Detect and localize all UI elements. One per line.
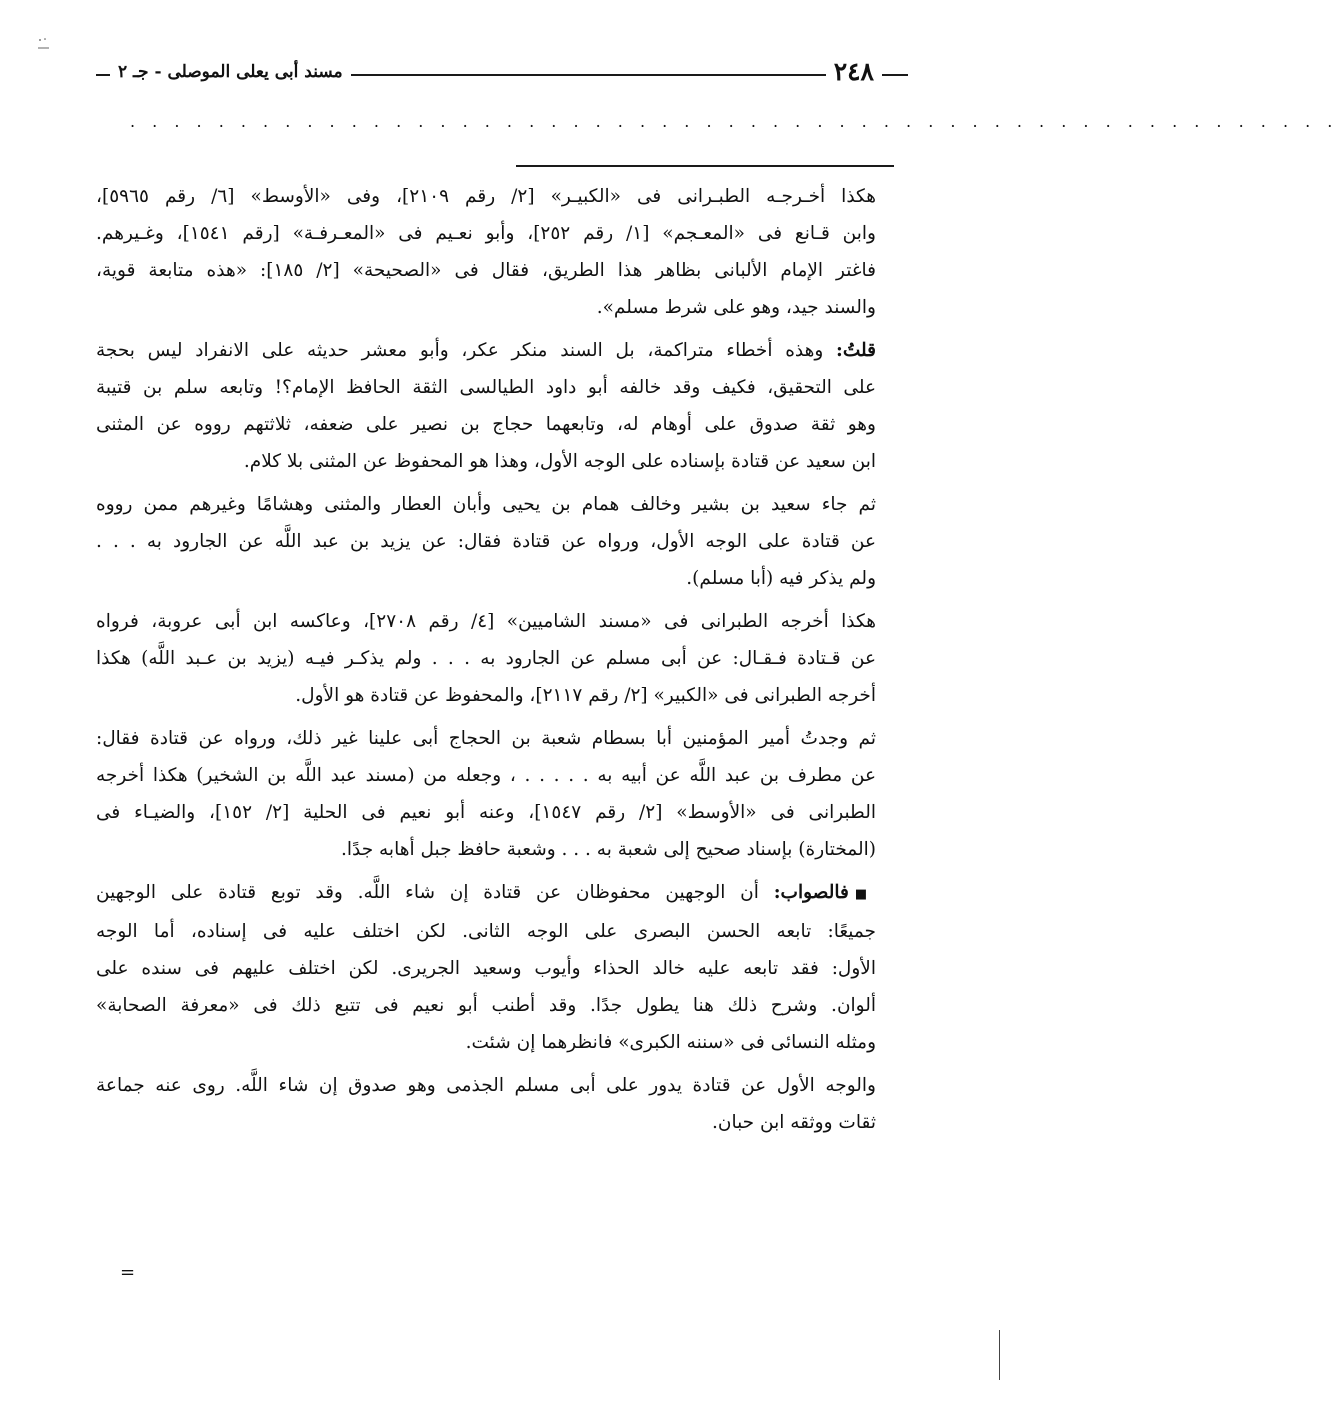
text-line: والسند جيد، وهو على شرط مسلم». [596, 297, 876, 318]
text-line: (المختارة) بإسناد صحيح إلى شعبة به . . . وشعبة حافظ جبل أهابه جدًا. [340, 839, 876, 860]
footnote-paragraph-3 [96, 486, 876, 597]
text-line: وهو ثقة صدوق على أوهام له، وتابعهما حجاج بن نصير على ضعفه، ثلاثتهم رووه عن المثنى [96, 414, 876, 435]
text-line [96, 874, 876, 913]
text-line: ابن سعيد عن قتادة بإسناده على الوجه الأول، وهذا هو المحفوظ عن المثنى بلا كلام. [243, 451, 876, 472]
footnote-paragraph-2 [96, 332, 876, 480]
footnote-paragraph-6 [96, 874, 876, 1061]
footnote-paragraph-4 [96, 603, 876, 714]
text-line: عن قتادة على الوجه الأول، ورواه عن قتادة فقال: عن يزيد بن عبد اللَّه عن الجارود به . . . [96, 531, 876, 552]
running-header [96, 52, 908, 92]
text-line: ألوان. وشرح ذلك هنا يطول جدًا. وقد أطنب أبو نعيم فى تتبع ذلك فى «معرفة الصحابة» [96, 995, 876, 1016]
text-line-content: أن الوجهين محفوظان عن قتادة إن شاء اللَّه. وقد توبع قتادة على الوجهين [96, 882, 759, 903]
footnote-paragraph-7 [96, 1067, 876, 1141]
footnote-paragraph-1 [96, 178, 876, 326]
text-line: جميعًا: تابعه الحسن البصرى على الوجه الثانى. لكن اختلف عليه فى إسناده، أما الوجه [96, 921, 876, 942]
text-line: ومثله النسائى فى «سننه الكبرى» فانظرهما إن شئت. [465, 1032, 876, 1053]
paragraph-lead: قلتُ: [836, 340, 877, 361]
text-line: هكذا أخـرجـه الطبـرانى فى «الكبيـر» [٢/ رقم ٢١٠٩]، وفى «الأوسط» [٦/ رقم ٥٩٦٥]، [96, 186, 877, 207]
text-line: هكذا أخرجه الطبرانى فى «مسند الشاميين» [٤/ رقم ٢٧٠٨]، وعاكسه ابن أبى عروبة، فرواه [96, 611, 876, 632]
text-line: عن قـتادة فـقـال: عن أبى مسلم عن الجارود به . . . ولم يذكـر فيـه (يزيد بن عـبد اللَّه) هكذا [96, 648, 876, 669]
text-line: الطبرانى فى «الأوسط» [٢/ رقم ١٥٤٧]، وعنه أبو نعيم فى الحلية [٢/ ١٥٢]، والضيـاء فى [96, 802, 876, 823]
footnote-rule [516, 165, 894, 167]
text-line: وابن قـانع فى «المعـجم» [١/ رقم ٢٥٢]، وأبو نعـيم فى «المعـرفـة» [رقم ١٥٤١]، وغـيرهم. [96, 223, 876, 244]
running-title: مسند أبى يعلى الموصلى - جـ ٢ [110, 56, 351, 88]
footnote-paragraph-5 [96, 720, 876, 868]
scan-edge-line [999, 1330, 1000, 1380]
square-bullet-icon: ■ [854, 887, 876, 902]
continuation-mark: = [120, 1262, 136, 1283]
text-line [96, 332, 876, 369]
text-line: ثم جاء سعيد بن بشير وخالف همام بن يحيى وأبان العطار والمثنى وهشامًا وغيرهم ممن رووه [96, 494, 876, 515]
page-number: ٢٤٨ [826, 52, 882, 92]
text-line: ثقات ووثقه ابن حبان. [712, 1112, 876, 1133]
scan-speck-mark [36, 36, 52, 50]
text-line: ولم يذكر فيه (أبا مسلم). [686, 568, 876, 589]
paragraph-lead: فالصواب: [773, 882, 849, 903]
text-line: على التحقيق، فكيف وقد خالفه أبو داود الطيالسى الثقة الحافظ الإمام؟! وتابعه سلم بن قتيبة [96, 377, 876, 398]
footnote-body [96, 178, 876, 1147]
text-line: عن مطرف بن عبد اللَّه عن أبيه به . . . . . ، وجعله من (مسند عبد اللَّه بن الشخير) هكذا أخرجه [96, 765, 876, 786]
text-line-content: وهذه أخطاء متراكمة، بل السند منكر عكر، وأبو معشر حديثه على الانفراد ليس بحجة [96, 340, 824, 361]
text-line: والوجه الأول عن قتادة يدور على أبى مسلم الجذمى وهو صدوق إن شاء اللَّه. روى عنه جماعة [96, 1075, 876, 1096]
text-line: الأول: فقد تابعه عليه خالد الحذاء وأيوب وسعيد الجريرى. لكن اختلف عليهم فى سنده على [96, 958, 876, 979]
separator-dots: . . . . . . . . . . . . . . . . . . . . . . . . . . . . . . . . . . . . . . . . . . . . . . . . . . . . . . . [130, 112, 1338, 131]
text-line: أخرجه الطبرانى فى «الكبير» [٢/ رقم ٢١١٧]، والمحفوظ عن قتادة هو الأول. [295, 685, 876, 706]
text-line: فاغتر الإمام الألبانى بظاهر هذا الطريق، فقال فى «الصحيحة» [٢/ ١٨٥]: «هذه متابعة قوية، [96, 260, 876, 281]
text-line: ثم وجدتُ أمير المؤمنين أبا بسطام شعبة بن الحجاج أبى علينا غير ذلك، ورواه عن قتادة فقال: [96, 728, 876, 749]
